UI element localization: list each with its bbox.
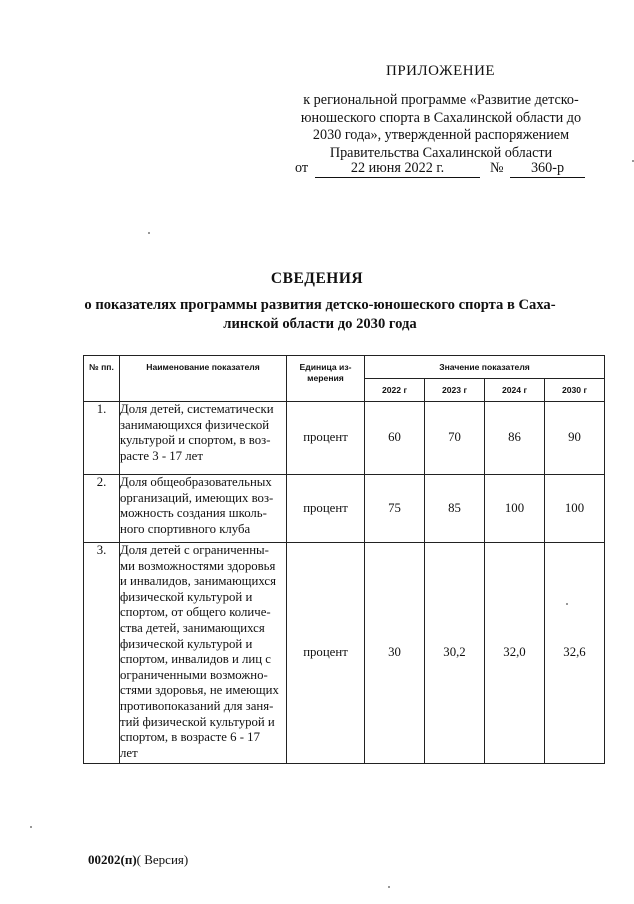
- indicator-name-line: и инвалидов, занимающихся: [120, 574, 276, 589]
- row-number: 3.: [84, 543, 120, 764]
- date-prefix: от: [295, 160, 309, 176]
- value-2023: 70: [425, 402, 485, 475]
- approval-date: 22 июня 2022 г.: [315, 160, 480, 178]
- header-indicator-value: Значение показателя: [365, 356, 605, 379]
- indicator-name-line: ства детей, занимающихся: [120, 620, 265, 635]
- approval-number: 360-р: [510, 160, 585, 178]
- approval-line: к региональной программе «Развитие детско-: [303, 92, 579, 108]
- indicator-name-line: тий физической культурой и: [120, 714, 275, 729]
- indicator-unit: процент: [287, 475, 365, 543]
- value-2022: 75: [365, 475, 425, 543]
- indicator-name-line: расте 3 - 17 лет: [120, 448, 203, 463]
- header-unit-line: мерения: [307, 373, 344, 383]
- value-2030: 32,6: [545, 543, 605, 764]
- document-subtitle: [70, 296, 570, 334]
- indicator-name-line: лет: [120, 745, 138, 760]
- indicator-name: [120, 475, 287, 543]
- indicator-unit: процент: [287, 402, 365, 475]
- indicator-name-line: ограниченными возможно-: [120, 667, 268, 682]
- header-indicator-name: Наименование показателя: [120, 356, 287, 402]
- document-version: ( Версия): [136, 852, 189, 867]
- indicator-name-line: Доля детей с ограниченны-: [120, 543, 269, 557]
- approval-line: юношеского спорта в Сахалинской области до: [300, 109, 582, 126]
- indicator-name-line: культурой и спортом, в воз-: [120, 433, 271, 448]
- indicator-name-line: спортом, в возрасте 6 - 17: [120, 730, 260, 745]
- scan-speck: [388, 886, 390, 888]
- indicator-name-line: противопоказаний для заня-: [120, 698, 274, 713]
- header-year: 2023 г: [425, 379, 485, 402]
- table-row: [84, 543, 605, 764]
- approval-text: [282, 92, 600, 162]
- approval-date-line: [295, 160, 595, 180]
- document-title: СВЕДЕНИЯ: [270, 270, 364, 287]
- indicator-name-line: Доля детей, систематически: [120, 402, 274, 416]
- indicator-name-line: спортом, инвалидов и лиц с: [120, 652, 271, 667]
- indicator-name-line: спортом, от общего количе-: [120, 605, 271, 620]
- number-sign: №: [490, 160, 504, 176]
- scan-speck: [566, 603, 568, 605]
- approval-line: 2030 года», утвержденной распоряжением: [312, 127, 570, 143]
- value-2024: 86: [485, 402, 545, 475]
- value-2024: 32,0: [485, 543, 545, 764]
- subtitle-line: линской области до 2030 года: [223, 316, 417, 332]
- subtitle-line: о показателях программы развития детско-юношеского спорта в Саха-: [84, 297, 556, 313]
- approval-line: Правительства Сахалинской области: [329, 144, 553, 161]
- header-unit: [287, 356, 365, 402]
- value-2030: 100: [545, 475, 605, 543]
- indicator-name-line: можность создания школь-: [120, 506, 267, 521]
- header-year: 2030 г: [545, 379, 605, 402]
- document-code: 00202(п): [88, 852, 137, 867]
- value-2022: 60: [365, 402, 425, 475]
- header-unit-line: Единица из-: [299, 362, 352, 372]
- scan-speck: [30, 826, 32, 828]
- table-row: [84, 475, 605, 543]
- document-footer: [88, 852, 188, 868]
- indicator-name-line: физической культурой и: [120, 589, 253, 604]
- value-2030: 90: [545, 402, 605, 475]
- header-year: 2024 г: [485, 379, 545, 402]
- indicator-name-line: физической культурой и: [120, 636, 253, 651]
- indicator-name-line: стями здоровья, не имеющих: [120, 683, 279, 698]
- value-2023: 85: [425, 475, 485, 543]
- indicator-unit: процент: [287, 543, 365, 764]
- indicator-name: [120, 402, 287, 475]
- row-number: 2.: [84, 475, 120, 543]
- header-number: № пп.: [84, 356, 120, 402]
- indicator-name-line: Доля общеобразовательных: [120, 475, 272, 489]
- indicator-name-line: ми возможностями здоровья: [120, 558, 276, 573]
- appendix-title: ПРИЛОЖЕНИЕ: [386, 63, 496, 79]
- value-2024: 100: [485, 475, 545, 543]
- indicator-name-line: ного спортивного клуба: [120, 521, 251, 536]
- value-2022: 30: [365, 543, 425, 764]
- scan-speck: [148, 232, 150, 234]
- indicator-name-line: занимающихся физической: [120, 417, 270, 432]
- indicator-name-line: организаций, имеющих воз-: [120, 490, 274, 505]
- row-number: 1.: [84, 402, 120, 475]
- value-2023: 30,2: [425, 543, 485, 764]
- header-year: 2022 г: [365, 379, 425, 402]
- indicators-table: [83, 355, 605, 764]
- indicator-name: [120, 543, 287, 764]
- table-row: [84, 402, 605, 475]
